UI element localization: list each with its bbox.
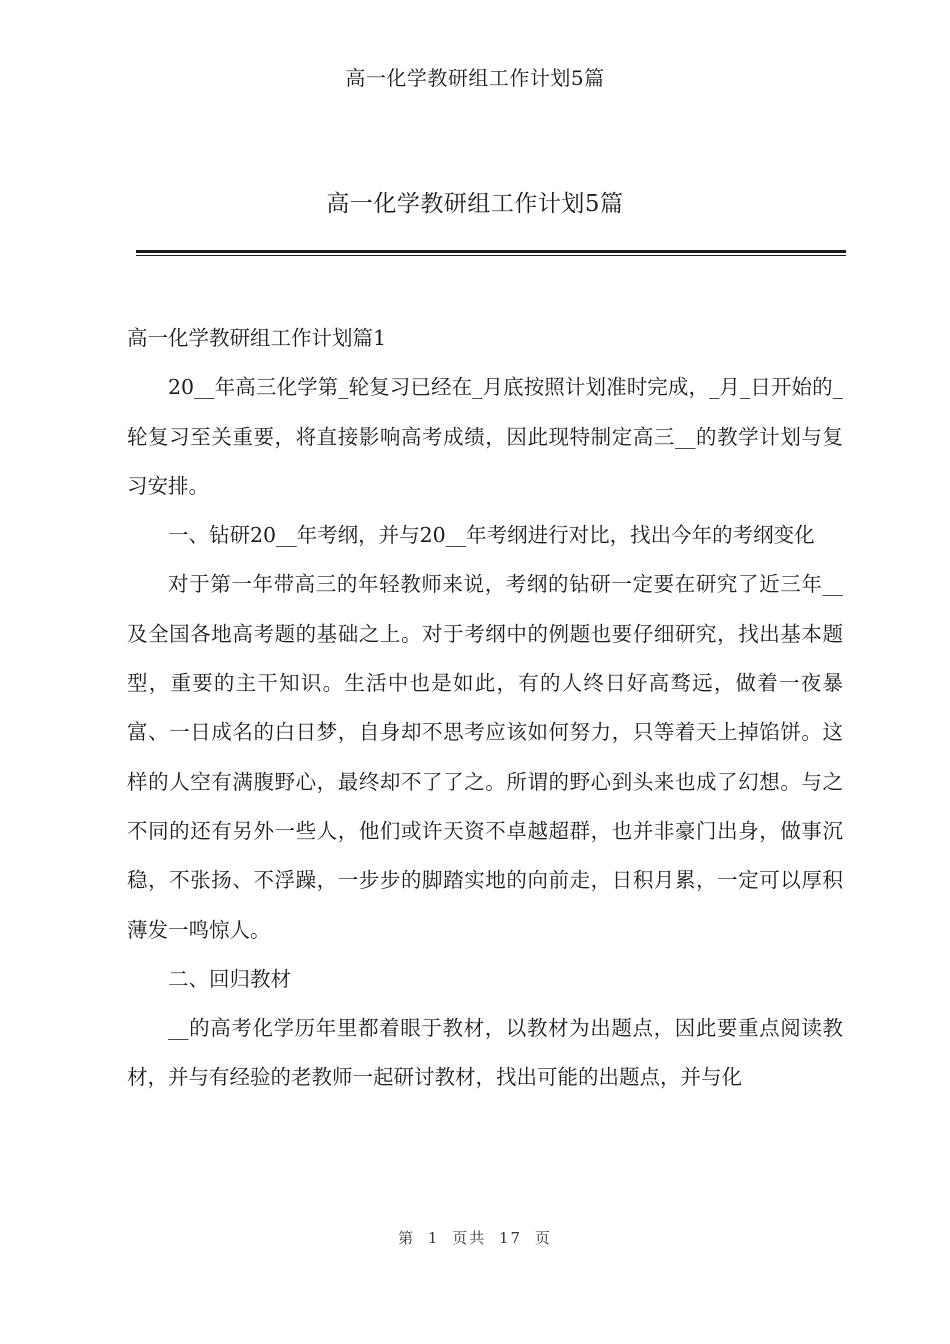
title-divider-thin xyxy=(136,255,846,256)
running-header: 高一化学教研组工作计划5篇 xyxy=(345,66,605,90)
title-divider xyxy=(136,250,846,253)
paragraph: 20__年高三化学第_轮复习已经在_月底按照计划准时完成，_月_日开始的_轮复习至关重要，将直接影响高考成绩，因此现特制定高三__的教学计划与复习安排。 xyxy=(127,375,843,498)
section-heading: 高一化学教研组工作计划篇1 xyxy=(127,326,387,350)
section-heading: 一、钻研20__年考纲，并与20__年考纲进行对比，找出今年的考纲变化 xyxy=(168,523,815,548)
paragraph: __的高考化学历年里都着眼于教材，以教材为出题点，因此要重点阅读教材，并与有经验的老教师一起研讨教材，找出可能的出题点，并与化 xyxy=(127,1016,843,1090)
page-number: 第 1 页共 17 页 xyxy=(398,1229,552,1247)
section-heading: 二、回归教材 xyxy=(168,966,291,991)
paragraph: 对于第一年带高三的年轻教师来说，考纲的钻研一定要在研究了近三年__及全国各地高考题的基础之上。对于考纲中的例题也要仔细研究，找出基本题型，重要的主干知识。生活中也是如此，有的人终日好高骛远，做着一夜暴富、一日成名的白日梦，自身却不思考应该如何努力，只等着天上掉馅饼。这样的人空有满腹野心，最终却不了了之。所谓的野心到头来也成了幻想。与之不同的还有另外一些人，他们或许天资不卓越超群，也并非豪门出身，做事沉稳，不张扬、不浮躁，一步步的脚踏实地的向前走，日积月累，一定可以厚积薄发一鸣惊人。 xyxy=(127,572,843,942)
document-title: 高一化学教研组工作计划5篇 xyxy=(326,191,624,217)
document-body xyxy=(127,314,843,1103)
